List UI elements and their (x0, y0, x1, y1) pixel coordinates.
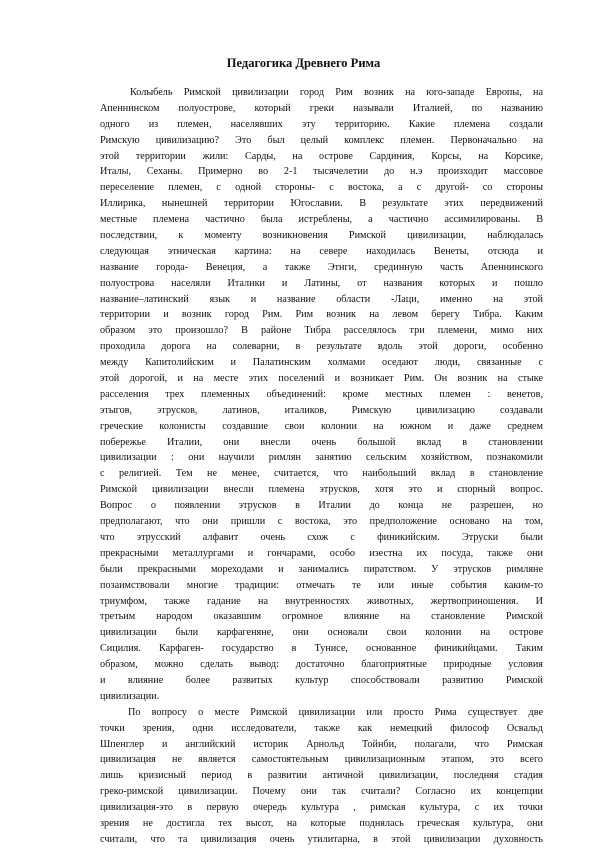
text-line: местные племена частично была истреблены, а частично ассимилированы. В (100, 214, 543, 226)
text-line: территории и возник город Рим. Рим возник на левом берегу Тибра. Каким (100, 309, 543, 321)
text-line: Сицилия. Карфаген- государство в Тунисе, основанное финикийцами. Таким (100, 643, 543, 655)
document-body (100, 85, 543, 848)
text-line: между Капитолийским и Палатинским холмами оседают люди, связанные с (100, 357, 543, 369)
text-line: этой территории жили: Сарды, на острове Сардиния, Корсы, на Корсике, (100, 150, 543, 162)
text-line: Апеннинском полуострове, который греки называли Италией, по названию (100, 102, 543, 114)
text-line: название–латинский язык и название области -Лаци, именно на этой (100, 293, 543, 305)
text-line: прекрасными металлургами и гончарами, особо изестна их посуда, также они (100, 547, 543, 559)
text-line: образом это произошло? В районе Тибра расселялось три племени, мимо них (100, 325, 543, 337)
text-line: точки зрения, одни исследователи, также как немецкий философ Освальд (100, 722, 543, 734)
text-line: лишь кризисный период в развитии античной цивилизации, последняя стадия (100, 770, 543, 782)
text-line: Вопрос о появлении этрусков в Италии до конца не разрешен, но (100, 500, 543, 512)
text-line: предполагают, что они пришли с востока, это предположение основано на том, (100, 516, 543, 528)
text-line: были прекрасными мореходами и занимались пиратством. У этрусков римляне (100, 563, 543, 575)
text-line: зрения не достигла тех высот, на которые поднялась греческая культура, они (100, 817, 543, 829)
text-line: побережье Италии, они внесли очень большой вклад в становлении (100, 436, 543, 448)
text-line: переселение племен, с одной стороны- с востока, а с другой- со стороны (100, 182, 543, 194)
text-line: По вопросу о месте Римской цивилизации или просто Рима существует две (128, 706, 543, 718)
text-line: триумфом, также гадание на внутренностях животных, жертвоприношения. И (100, 595, 543, 607)
text-line: следующая этническая картина: на севере находилась Венеты, отсюда и (100, 245, 543, 257)
text-line: цивилизация не является самостоятельным цивилизационным этапом, это всего (100, 754, 543, 766)
text-line: греческие колонисты создавшие свои колонии на южном и даже среднем (100, 420, 543, 432)
text-line: цивилизация-это в первую очередь культура , римская культура, с их точки (100, 802, 543, 814)
text-line: и влияние более развитых культур способствовали развитию Римской (100, 674, 543, 686)
text-line: Римскую цивилизацию? Это был целый комплекс племен. Первоначально на (100, 134, 543, 146)
text-line: позаимствовали многие традиции: отмечать те или иные события каким-то (100, 579, 543, 591)
text-line: считали, что та цивилизация очень утилитарна, в этой цивилизации духовность (100, 833, 543, 845)
text-line: название города- Венеция, а также Этнги, срединную часть Апеннинского (100, 261, 543, 273)
text-line: цивилизации были карфагеняне, они основали свои колонии на острове (100, 627, 543, 639)
text-line: цивилизации : они научили римлян занятию сельским хозяйством, познакомили (100, 452, 543, 464)
text-line: этой дорогой, и на месте этих поселений и возникает Рим. Он возник на стыке (100, 373, 543, 385)
text-line: с религией. Тем не менее, считается, что наибольший вклад в становление (100, 468, 543, 480)
document-title: Педагогика Древнего Рима (226, 56, 381, 70)
text-line: цивилизации. (100, 690, 160, 702)
text-line: образом, можно сделать вывод: достаточно благоприятные природные условия (100, 659, 543, 671)
text-line: Иллирика, нынешней территории Югославии. В результате этих передвижений (100, 198, 543, 210)
text-line: греко-римской цивилизации. Почему они так считали? Согласно их концепции (100, 786, 543, 798)
text-line: этыгов, этрусков, латинов, италиков, Римскую цивилизацию создавали (100, 404, 543, 416)
text-line: Римской цивилизации внесли племена этрусков, хотя это и спорный вопрос. (100, 484, 543, 496)
text-line: одного из племен, населявших эту территорию. Какие племена создали (100, 118, 543, 130)
text-line: третьим народом оказавшим огромное влияние на становление Римской (100, 611, 543, 623)
text-line: что этрусский алфавит очень схож с финикийским. Этруски были (100, 531, 543, 543)
text-line: Италы, Сеханы. Примерно во 2-1 тысячелетии до н.э произходит массовое (100, 166, 543, 178)
text-line: полуострова населяли Италики и Латины, от названия которых и пошло (100, 277, 543, 289)
text-line: проходила дорога на солеварни, в результате вдоль этой дороги, особенно (100, 341, 543, 353)
text-line: Шпенглер и английский историк Арнольд Тойнби, полагали, что Римская (100, 738, 543, 750)
text-line: расселения трех племенных объединений: кроме местных племен : венетов, (100, 388, 543, 400)
text-line: Колыбель Римской цивилизации город Рим возник на юго-западе Европы, на (130, 87, 543, 98)
text-line: последствии, к моменту возникновения Римской цивилизации, наблюдалась (100, 230, 543, 242)
